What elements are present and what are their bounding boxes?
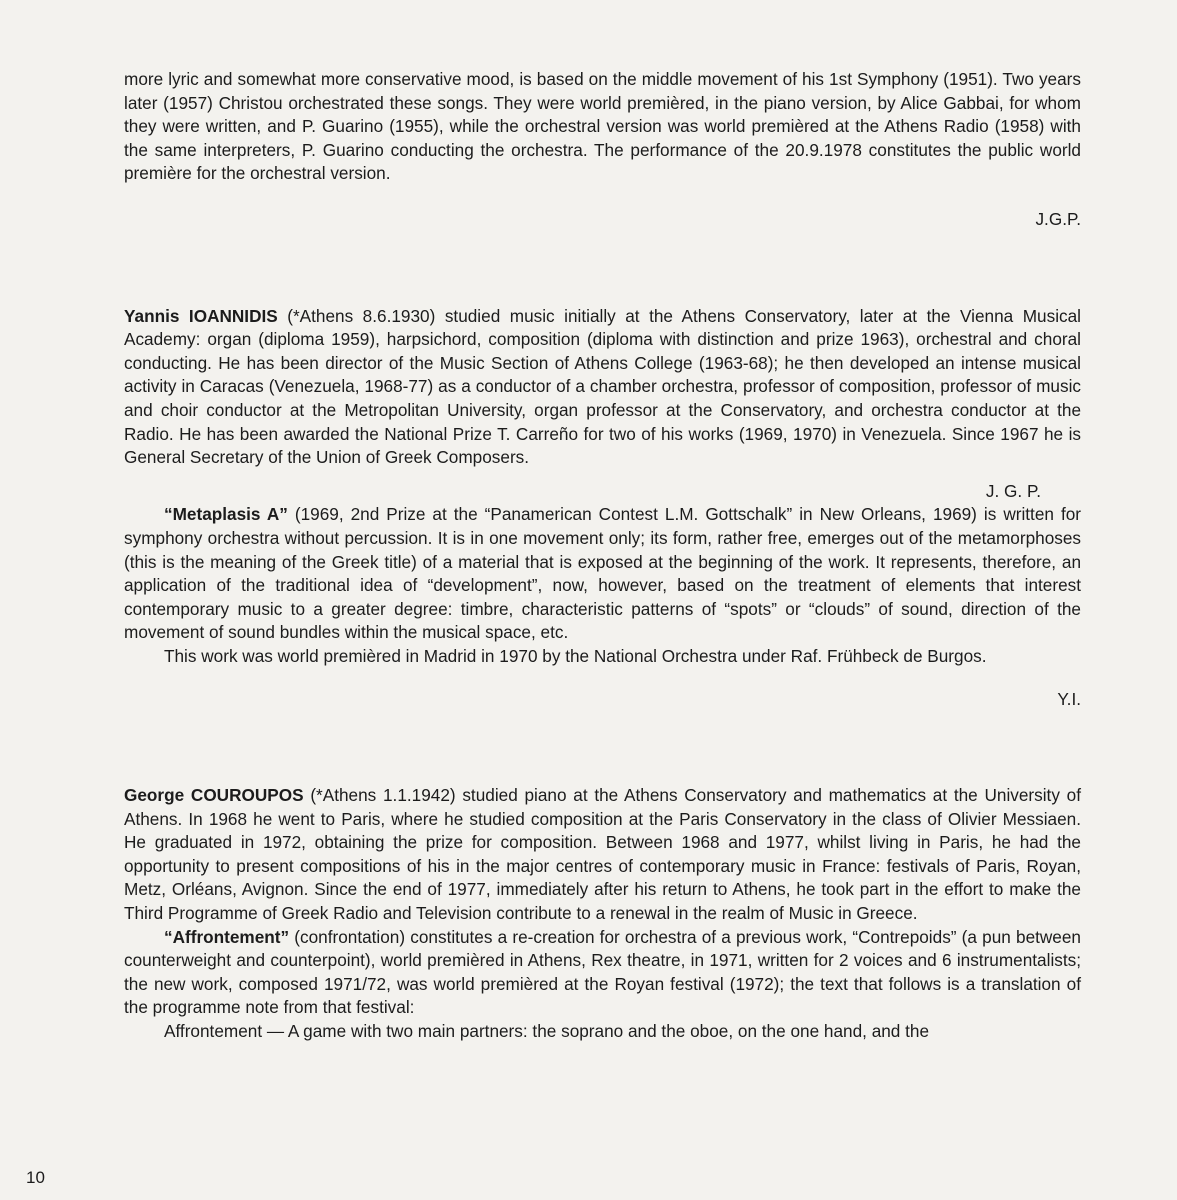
christou-paragraph: more lyric and somewhat more conservative mood, is based on the middle movement of his 1st Symphony (1951). Two years later (1957) Christou orchestrated these songs. They were world premièred, in the piano version, by Alice Gabbai, for whom they were written, and P. Guarino (1955), while the orchestral version was world premièred at the Athens Radio (1958) with the same interpreters, P. Guarino conducting the orchestra. The performance of the 20.9.1978 constitutes the public world première for the orchestral version. (124, 69, 1081, 184)
ioannidis-bio-signature: J. G. P. (985, 480, 1041, 501)
affrontement-title: “Affrontement” (164, 926, 290, 947)
couroupos-bio (124, 784, 1081, 926)
couroupos-name: George COUROUPOS (124, 785, 304, 806)
affrontement-paragraph (124, 926, 1081, 1020)
page-number: 10 (26, 1168, 45, 1187)
ioannidis-signature: Y.I. (1057, 689, 1081, 710)
metaplasis-text: (1969, 2nd Prize at the “Panamerican Contest L.M. Gottschalk” in New Orleans, 1969) is written for symphony orchestra without percussion. It is in one movement only; its form, rather free, emerges out of the metamorphoses (this is the meaning of the Greek title) of a material that is exposed at the beginning of the work. It represents, therefore, an application of the traditional idea of “development”, now, however, based on the treatment of elements that interest contemporary music to a greater degree: timbre, characteristic patterns of “spots” or “clouds” of sound, direction of the movement of sound bundles within the musical space, etc. (124, 504, 1082, 643)
page-content (124, 68, 1081, 1044)
metaplasis-paragraph (124, 503, 1081, 645)
metaplasis-premiere: This work was world premièred in Madrid in 1970 by the National Orchestra under Raf. Frühbeck de Burgos. (164, 645, 987, 666)
ioannidis-bio (124, 305, 1081, 470)
metaplasis-title: “Metaplasis A” (164, 504, 288, 525)
ioannidis-name: Yannis IOANNIDIS (124, 305, 278, 326)
ioannidis-bio-text: (*Athens 8.6.1930) studied music initially at the Athens Conservatory, later at the Vienna Musical Academy: organ (diploma 1959), harpsichord, composition (diploma with distinction and prize 1963), orchestral and choral conducting. He has been director of the Music Section of Athens College (1963-68); he then developed an intense musical activity in Caracas (Venezuela, 1968-77) as a conductor of a chamber orchestra, professor of composition, professor of music and choir conductor at the Metropolitan University, organ professor at the Conservatory, and orchestra conductor at the Radio. He has been awarded the National Prize T. Carreño for two of his works (1969, 1970) in Venezuela. Since 1967 he is General Secretary of the Union of Greek Composers. (124, 305, 1081, 468)
affrontement-text: (confrontation) constitutes a re-creation for orchestra of a previous work, “Contrepoids” (a pun between counterweight and counterpoint), world premièred in Athens, Rex theatre, in 1971, written for 2 voices and 6 instrumentalists; the new work, composed 1971/72, was world premièred at the Royan festival (1972); the text that follows is a translation of the programme note from that festival: (124, 926, 1081, 1018)
affrontement-quote: Affrontement — A game with two main partners: the soprano and the oboe, on the one hand, and the (164, 1021, 930, 1041)
christou-signature: J.G.P. (1035, 208, 1081, 229)
couroupos-bio-text: (*Athens 1.1.1942) studied piano at the Athens Conservatory and mathematics at the University of Athens. In 1968 he went to Paris, where he studied composition at the Paris Conservatory in the class of Olivier Messiaen. He graduated in 1972, obtaining the prize for composition. Between 1968 and 1977, whilst living in Paris, he had the opportunity to present compositions of his in the major centres of contemporary music in France: festivals of Paris, Royan, Metz, Orléans, Avignon. Since the end of 1977, immediately after his return to Athens, he took part in the effort to make the Third Programme of Greek Radio and Television contribute to a renewal in the realm of Music in Greece. (124, 785, 1081, 924)
